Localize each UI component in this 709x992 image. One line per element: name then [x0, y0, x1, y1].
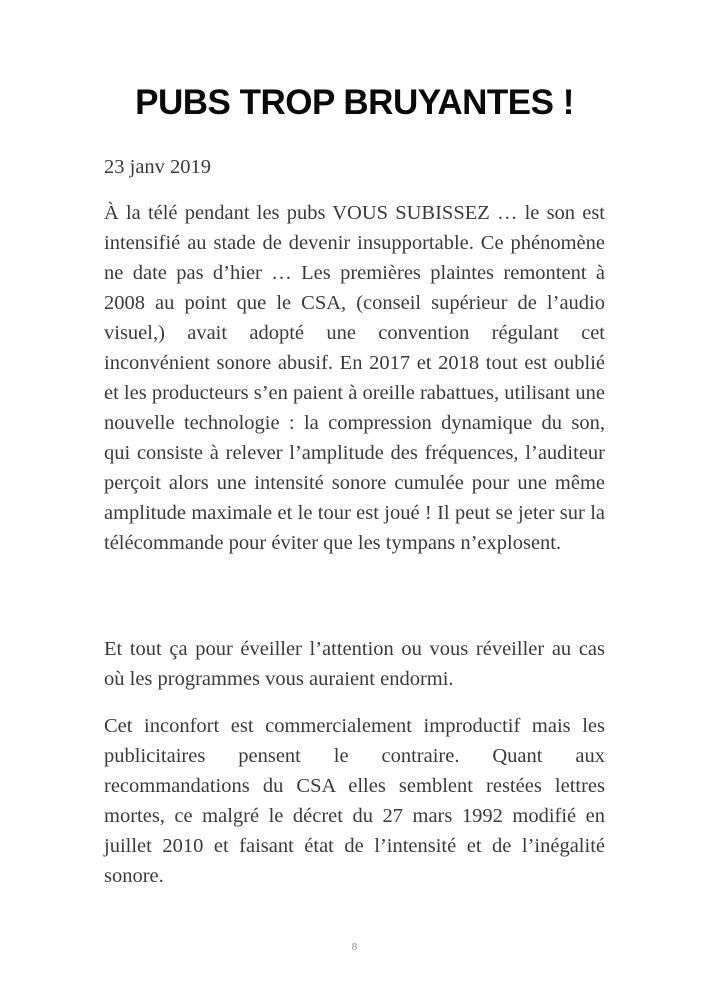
page-number: 8 — [351, 941, 358, 953]
paragraph-3: Cet inconfort est commercialement improductif mais les publicitaires pensent le contraire. Quant aux recommandations du CSA elles semblent restées lettres mortes, ce malgré le décret du 27 mars 1992 modifié en juillet 2010 et faisant état de l’intensité et de l’inégalité sonore. — [104, 715, 605, 887]
article-title: PUBS TROP BRUYANTES ! — [135, 83, 574, 122]
article-date: 23 janv 2019 — [104, 156, 212, 178]
paragraph-2: Et tout ça pour éveiller l’attention ou vous réveiller au cas où les programmes vous auraient endormi. — [104, 638, 605, 690]
paragraph-1: À la télé pendant les pubs VOUS SUBISSEZ … le son est intensifié au stade de devenir insupportable. Ce phénomène ne date pas d’hier … Les premières plaintes remontent à 2008 au point que le CSA, (conseil supérieur de l’audio visuel,) avait adopté une convention régulant cet inconvénient sonore abusif. En 2017 et 2018 tout est oublié et les producteurs s’en paient à oreille rabattues, utilisant une nouvelle technologie : la compression dynamique du son, qui consiste à relever l’amplitude des fréquences, l’auditeur perçoit alors une intensité sonore cumulée pour une même amplitude maximale et le tour est joué ! Il peut se jeter sur la télécommande pour éviter que les tympans n’explosent. — [104, 202, 605, 554]
